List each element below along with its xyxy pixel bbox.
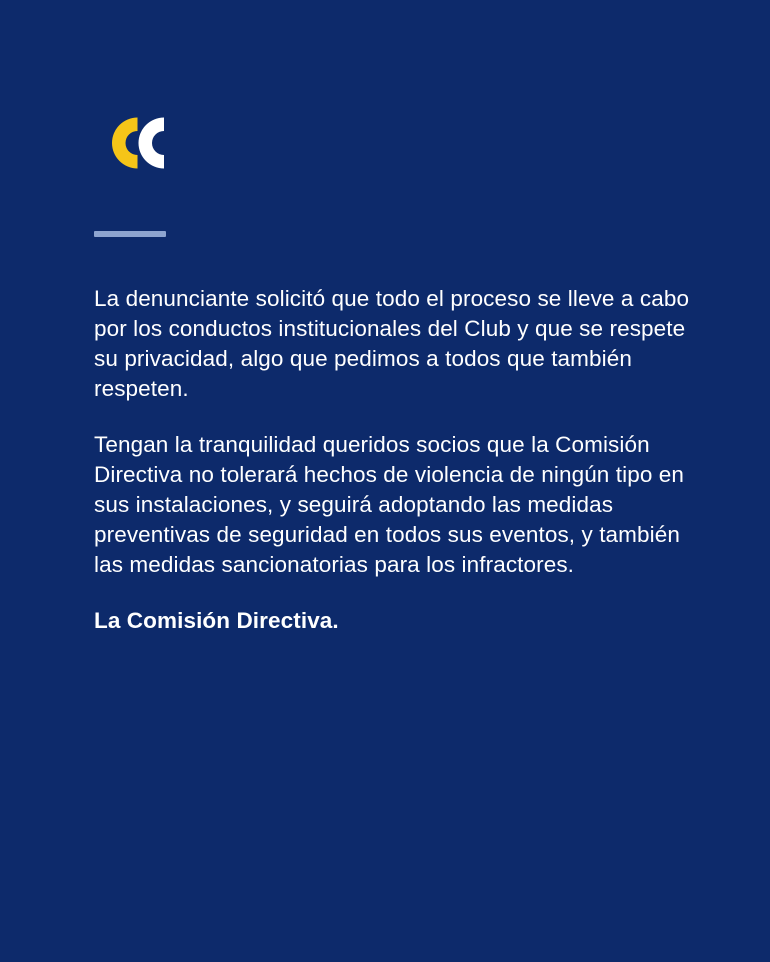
divider	[94, 231, 166, 237]
paragraph-1: La denunciante solicitó que todo el proceso se lleve a cabo por los conductos institucionales del Club y que se respete su privacidad, algo que pedimos a todos que también respeten.	[94, 286, 690, 401]
paragraph-2: Tengan la tranquilidad queridos socios que la Comisión Directiva no tolerará hechos de violencia de ningún tipo en sus instalaciones, y seguirá adoptando las medidas preventivas de seguridad en todos sus eventos, y también las medidas sancionatorias para los infractores.	[94, 432, 685, 577]
statement-body	[94, 284, 694, 636]
signature: La Comisión Directiva.	[94, 608, 339, 633]
club-c-logo	[94, 112, 174, 174]
